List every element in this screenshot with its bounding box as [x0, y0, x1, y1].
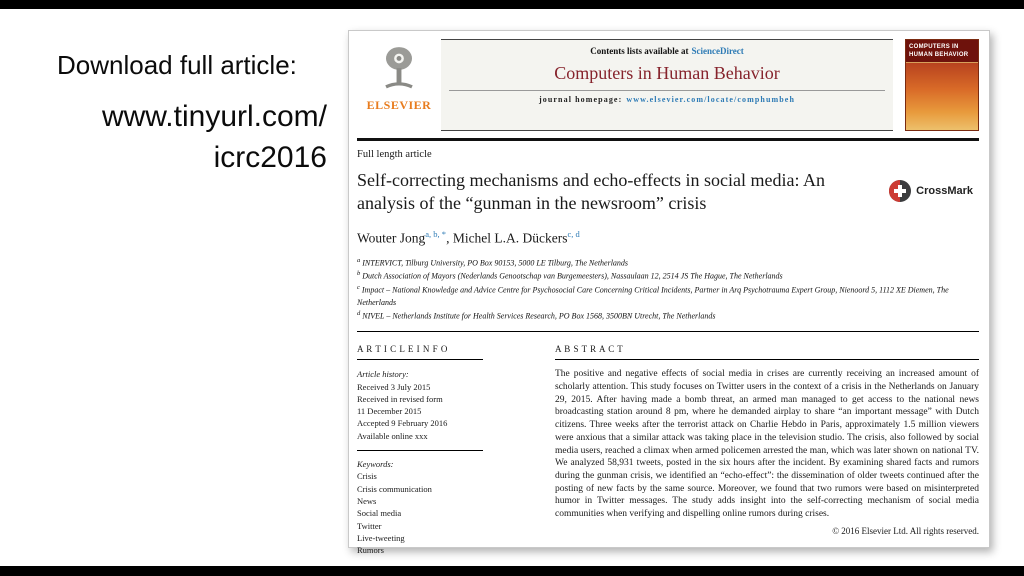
- keyword: Social media: [357, 508, 402, 519]
- journal-title: Computers in Human Behavior: [554, 63, 780, 83]
- crossmark-badge[interactable]: [888, 179, 973, 203]
- abstract-text: The positive and negative effects of social media in crises are currently receiving an increased amount of scholarly attention. This study focuses on Twitter users in the context of a crisis in the Netherlands on January 29, 2015. After having made a bomb threat, an armed man managed to get access to the national news broadcasting station around 8 pm, where he demanded airplay to share “an important message” with Dutch citizens. Three weeks after the terrorist attack on Charlie Hebdo in Paris, approximately 1.5 million viewers were anxious that a similar attack was taking place in the television studio. The crisis, also followed by social media users, reached a climax when armed policemen arrested the man, which was later shown on national TV. We analyzed 58,931 tweets, posted in the six hours after the incident. By examining shared facts and rumors during the gunman crisis, we identified an “echo-effect”: the dissemination of older tweets continued after the posting of new facts by the same source. Moreover, we found that two rumors were based on misinterpreted humor in Twitter messages. The study adds insight into the self-correcting mechanism of social media communities when verifying and dispelling online rumors during crises.: [555, 369, 979, 520]
- keyword: Rumors: [357, 545, 384, 556]
- history-line: Available online xxx: [357, 430, 428, 441]
- article-title-line2: analysis of the “gunman in the newsroom” crisis: [357, 193, 707, 214]
- journal-homepage-line: [449, 90, 885, 104]
- affiliation-c: [357, 283, 979, 309]
- affiliations-divider: [357, 331, 979, 332]
- article-type-label: Full length article: [357, 149, 432, 160]
- affiliation-d-mark: d: [357, 309, 361, 317]
- tinyurl-line1: www.tinyurl.com/: [101, 100, 327, 134]
- affiliation-a-mark: a: [357, 256, 361, 264]
- affiliation-a-text: INTERVICT, Tilburg University, PO Box 90153, 5000 LE Tilburg, The Netherlands: [362, 258, 629, 268]
- affiliation-b: [357, 269, 979, 283]
- affiliations: [357, 256, 979, 323]
- keyword: Live-tweeting: [357, 532, 405, 543]
- history-line: Received in revised form: [357, 393, 443, 404]
- history-line: 11 December 2015: [357, 406, 422, 417]
- affiliation-c-text: Impact – National Knowledge and Advice Centre for Psychosocial Care Concerning Critical Incidents, Partner in Arq Psychotrauma Expert Group, Nienoord 5, 1112 XE Diemen, The Netherlands: [357, 285, 949, 307]
- contents-line: [449, 46, 885, 56]
- article-info-column: [357, 344, 483, 556]
- journal-masthead: [441, 39, 893, 131]
- elsevier-logo: [357, 39, 441, 131]
- tinyurl-block: [57, 97, 327, 178]
- keyword: News: [357, 496, 377, 506]
- header-divider: [357, 138, 979, 141]
- journal-homepage-label: journal homepage:: [538, 95, 623, 104]
- tinyurl-line2: icrc2016: [213, 140, 327, 174]
- slide-top-border: [0, 0, 1024, 9]
- abstract-column: [555, 344, 979, 556]
- article-info-divider: [357, 450, 483, 451]
- article-history-label: Article history:: [357, 369, 409, 380]
- sciencedirect-link[interactable]: ScienceDirect: [691, 46, 744, 56]
- affiliation-a: [357, 256, 979, 270]
- author-separator: ,: [446, 230, 453, 246]
- cover-title: COMPUTERS IN HUMAN BEHAVIOR: [906, 40, 978, 63]
- download-label: Download full article:: [57, 50, 297, 80]
- keyword: Crisis: [357, 471, 377, 482]
- author-1: Wouter Jong: [357, 230, 426, 246]
- journal-header: [357, 39, 979, 131]
- authors-line: [357, 229, 979, 247]
- paper-page: [348, 30, 990, 556]
- elsevier-tree-icon: [374, 43, 424, 95]
- crossmark-label: CrossMark: [916, 185, 973, 197]
- elsevier-wordmark: ELSEVIER: [366, 98, 432, 112]
- abstract-heading: A B S T R A C T: [555, 344, 979, 360]
- affiliation-c-mark: c: [357, 283, 360, 291]
- slide-caption: [57, 50, 327, 178]
- affiliation-d: [357, 309, 979, 323]
- author-2: Michel L.A. Dückers: [452, 230, 568, 246]
- author-2-affil-marks: c, d: [567, 229, 580, 240]
- history-line: Received 3 July 2015: [357, 381, 431, 392]
- keywords-label: Keywords:: [357, 459, 394, 470]
- author-1-affil-marks: a, b, *: [425, 229, 447, 240]
- journal-homepage-link[interactable]: www.elsevier.com/locate/comphumbeh: [626, 95, 796, 104]
- copyright-line: © 2016 Elsevier Ltd. All rights reserved.: [832, 525, 979, 536]
- crossmark-icon: [888, 179, 912, 203]
- slide-bottom-border: [0, 566, 1024, 576]
- keyword: Crisis communication: [357, 483, 432, 494]
- article-info-heading: A R T I C L E I N F O: [357, 344, 483, 360]
- history-line: Accepted 9 February 2016: [357, 418, 448, 429]
- contents-lists-text: Contents lists available at: [590, 46, 689, 56]
- affiliation-b-text: Dutch Association of Mayors (Nederlands Genootschap van Burgemeesters), Nassaulaan 12, 2514 JS The Hague, The Netherlands: [362, 271, 783, 281]
- info-abstract-section: [357, 344, 979, 556]
- article-title-line1: Self-correcting mechanisms and echo-effects in social media: An: [357, 170, 825, 190]
- journal-cover-thumbnail: [905, 39, 979, 131]
- affiliation-d-text: NIVEL – Netherlands Institute for Health Services Research, PO Box 1568, 3500BN Utrecht, The Netherlands: [362, 311, 716, 321]
- article-title: [357, 169, 887, 215]
- affiliation-b-mark: b: [357, 270, 361, 278]
- keyword: Twitter: [357, 520, 382, 531]
